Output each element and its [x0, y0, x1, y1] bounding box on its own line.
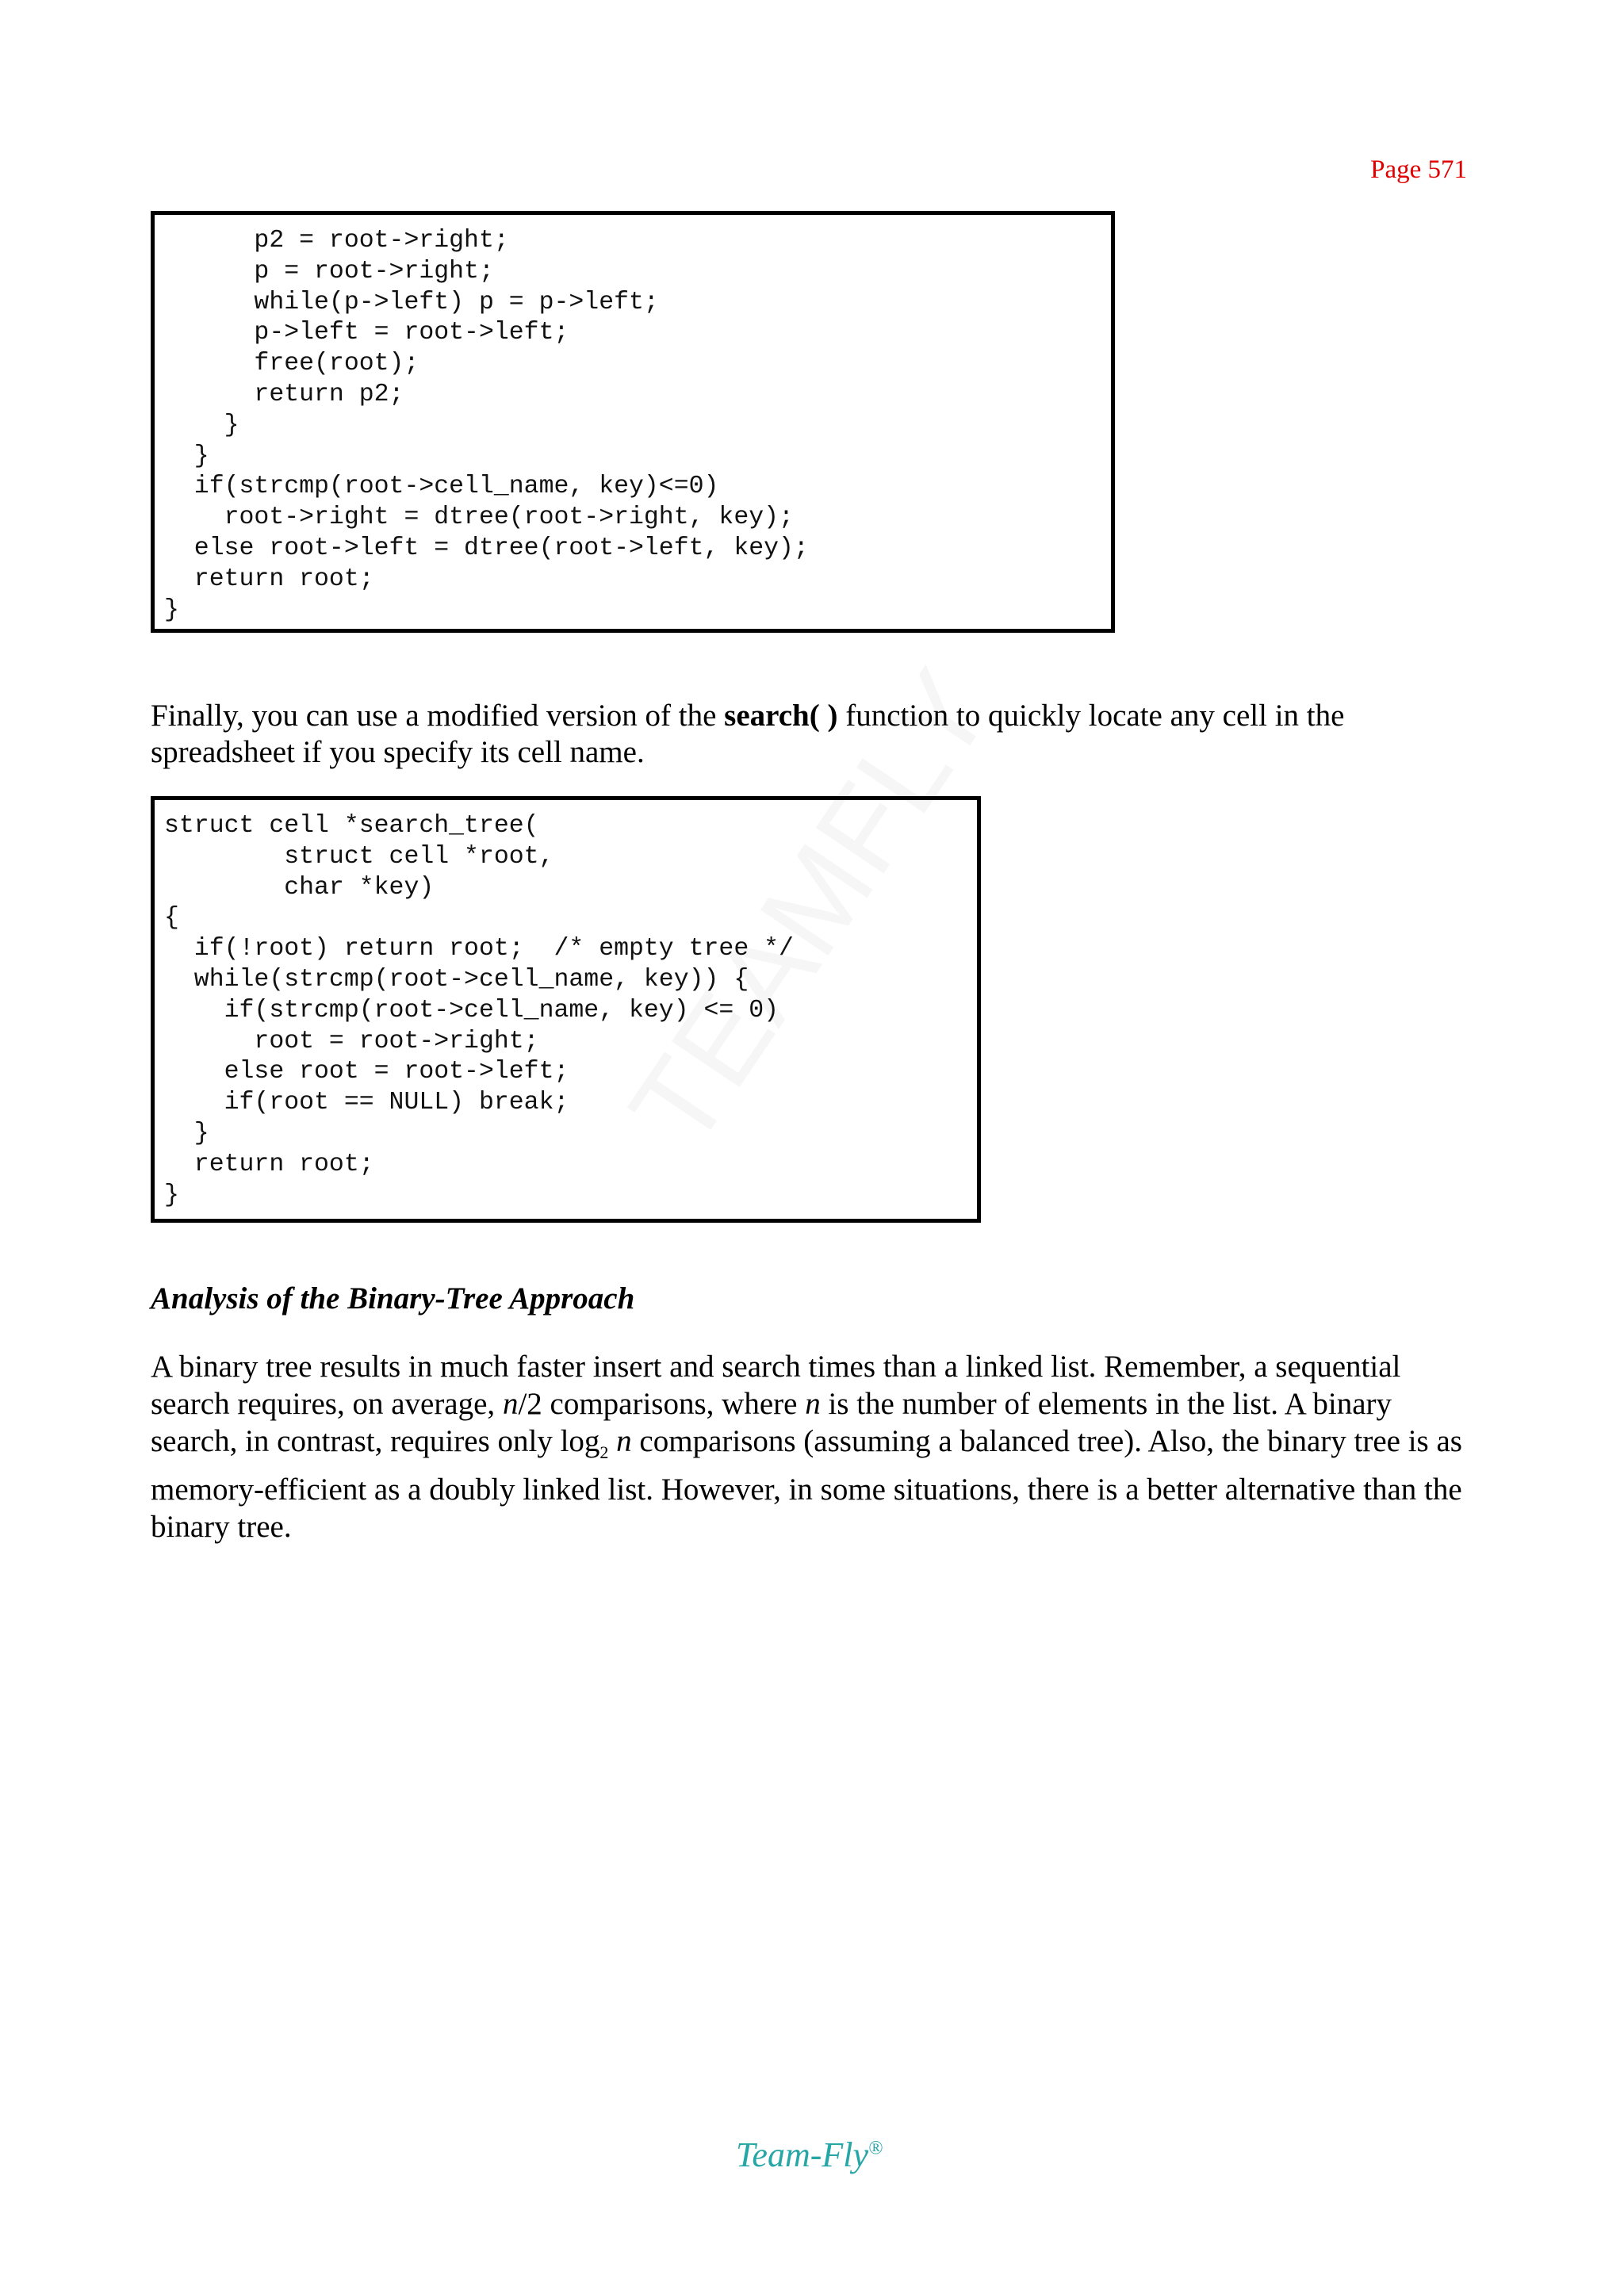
- paragraph-text: Finally, you can use a modified version of the: [151, 699, 725, 733]
- paragraph-analysis: [151, 1348, 1467, 1545]
- page-number: Page 571: [1370, 155, 1467, 184]
- code-block-dtree-end: [151, 211, 1115, 633]
- paragraph-text: /2 comparisons, where: [518, 1387, 806, 1421]
- logo-text: Team-Fly: [736, 2135, 869, 2174]
- log-subscript: 2: [599, 1442, 609, 1462]
- paragraph-text: is the number of elements in the list. A binary search, in contrast, requires only log: [151, 1387, 1392, 1458]
- math-var: n: [805, 1387, 821, 1421]
- code-text: struct cell *search_tree( struct cell *root, char *key) { if(!root) return root; /* empty tree */ while(strcmp(root->cell_name, key)) { if(strcmp(root->cell_name, key) <= 0) root = root->right; else root = root->left; if(root == NULL) break; } return root; }: [164, 812, 794, 1209]
- math-var: n: [616, 1424, 632, 1458]
- team-fly-logo[interactable]: [736, 2135, 883, 2175]
- paragraph-text: comparisons (assuming a balanced tree). Also, the binary tree is as memory-efficient as a doubly linked list. However, in some situations, there is a better alternative than the binary tree.: [151, 1424, 1462, 1544]
- paragraph-text: function to quickly locate any cell in the spreadsheet if you specify its cell name.: [151, 699, 1345, 769]
- registered-mark: ®: [868, 2138, 883, 2159]
- function-name-bold: search( ): [724, 699, 838, 733]
- math-var: n: [502, 1387, 519, 1421]
- code-text: p2 = root->right; p = root->right; while(p->left) p = p->left; p->left = root->left; free(root); return p2; } } if(strcmp(root->cell_name, key)<=0) root->right = dtree(root->right, key); else root->left = dtree(root->left, key); return root; }: [164, 227, 809, 624]
- section-heading: Analysis of the Binary-Tree Approach: [151, 1281, 635, 1316]
- paragraph-text: A binary tree results in much faster insert and search times than a linked list. Remember, a sequential search requires, on average,: [151, 1350, 1401, 1421]
- paragraph-search-intro: [151, 698, 1467, 771]
